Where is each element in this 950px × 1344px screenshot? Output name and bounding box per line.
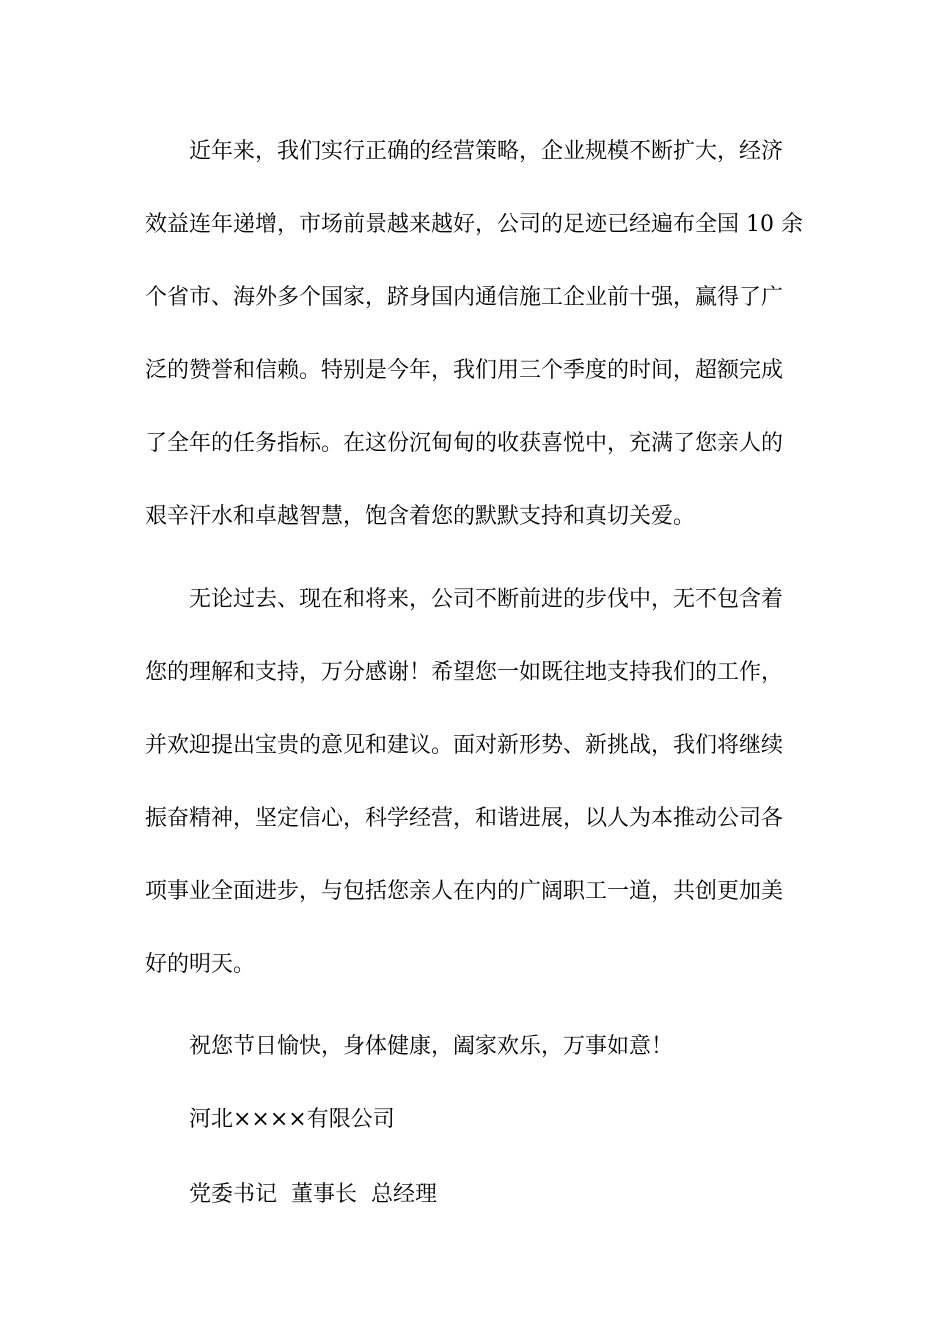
paragraph-1-line-3: 个省市、海外多个国家，跻身国内通信施工企业前十强，赢得了广 <box>145 285 784 310</box>
paragraph-2-line-5: 项事业全面进步，与包括您亲人在内的广阔职工一道，共创更加美 <box>145 879 784 904</box>
closing-wishes: 祝您节日愉快，身体健康，阖家欢乐，万事如意！ <box>189 1034 674 1059</box>
signature-titles: 党委书记 董事长 总经理 <box>189 1182 437 1207</box>
paragraph-2-line-4: 振奋精神，坚定信心，科学经营，和谐进展，以人为本推动公司各 <box>145 806 784 831</box>
paragraph-2-line-1: 无论过去、现在和将来，公司不断前进的步伐中，无不包含着 <box>189 587 784 612</box>
paragraph-1-line-1: 近年来，我们实行正确的经营策略，企业规模不断扩大，经济 <box>189 139 784 164</box>
paragraph-1-line-5: 了全年的任务指标。在这份沉甸甸的收获喜悦中，充满了您亲人的 <box>145 431 784 456</box>
paragraph-2-line-2: 您的理解和支持，万分感谢！希望您一如既往地支持我们的工作， <box>145 660 784 685</box>
paragraph-1-line-2: 效益连年递增，市场前景越来越好，公司的足迹已经遍布全国 10 余 <box>145 212 803 237</box>
paragraph-2-line-6: 好的明天。 <box>145 952 256 977</box>
paragraph-1-line-6: 艰辛汗水和卓越智慧，饱含着您的默默支持和真切关爱。 <box>145 504 696 529</box>
paragraph-1-line-4: 泛的赞誉和信赖。特别是今年，我们用三个季度的时间，超额完成 <box>145 358 784 383</box>
company-name: 河北××××有限公司 <box>189 1107 395 1132</box>
paragraph-2-line-3: 并欢迎提出宝贵的意见和建议。面对新形势、新挑战，我们将继续 <box>145 733 784 758</box>
